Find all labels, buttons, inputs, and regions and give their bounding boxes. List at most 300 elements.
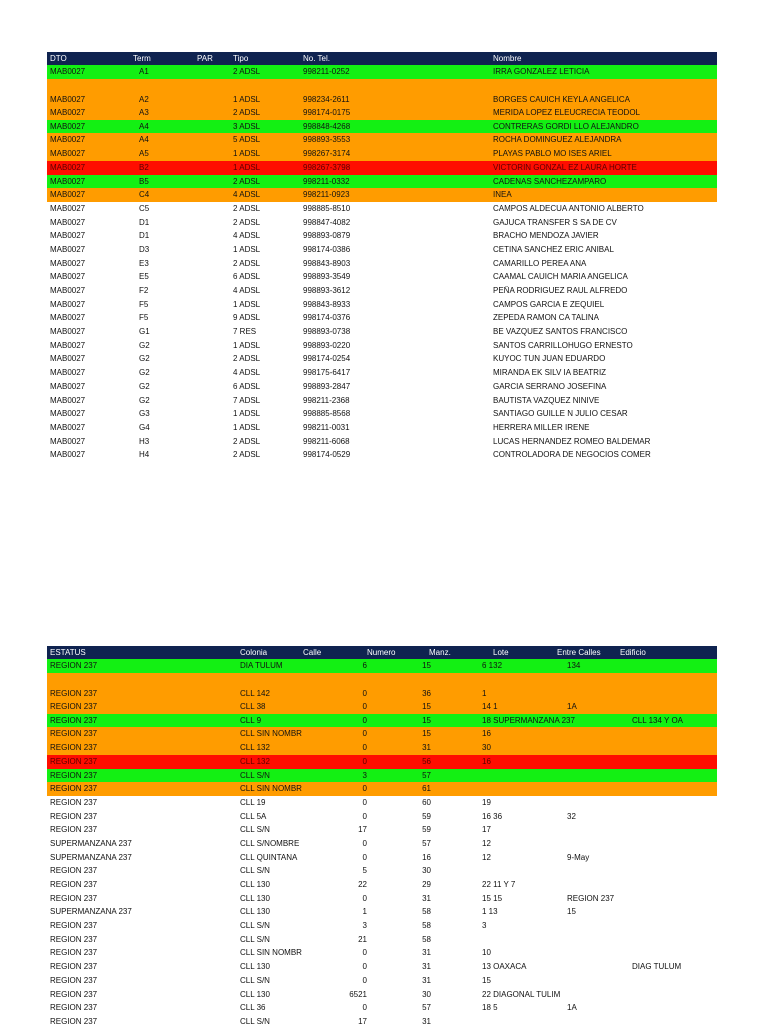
cell-manz: 31 — [422, 975, 431, 985]
cell-nombre: CONTROLADORA DE NEGOCIOS COMER — [493, 450, 651, 460]
cell-entre-calles: 15 — [567, 907, 576, 917]
cell-colonia: CLL S/N — [240, 866, 270, 876]
cell-term: A2 — [139, 95, 149, 105]
cell-manz: 60 — [422, 797, 431, 807]
cell-nombre: SANTIAGO GUILLE N JULIO CESAR — [493, 409, 628, 419]
cell-term: G2 — [139, 381, 150, 391]
table-row — [47, 325, 717, 339]
table-row — [47, 673, 717, 700]
subscriber-table — [47, 52, 717, 462]
cell-numero: 0 — [362, 715, 367, 725]
table-row — [47, 878, 717, 892]
table-row — [47, 188, 717, 202]
cell-manz: 30 — [422, 866, 431, 876]
cell-lote: 15 15 — [482, 893, 503, 903]
cell-term: F2 — [139, 286, 149, 296]
header-tipo: Tipo — [233, 54, 249, 63]
cell-colonia: CLL 130 — [240, 962, 270, 972]
header-tel: No. Tel. — [303, 54, 330, 63]
cell-term: A3 — [139, 108, 149, 118]
table-row — [47, 380, 717, 394]
table-row — [47, 1001, 717, 1015]
cell-term: A1 — [139, 67, 149, 76]
cell-nombre: CAAMAL CAUICH MARIA ANGELICA — [493, 272, 628, 282]
cell-lote: 13 OAXACA — [482, 962, 527, 972]
cell-nombre: BORGES CAUICH KEYLA ANGELICA — [493, 95, 630, 105]
cell-estatus: REGION 237 — [50, 756, 98, 766]
cell-tel: 998211-0031 — [303, 422, 350, 432]
table-row — [47, 851, 717, 865]
cell-estatus: REGION 237 — [50, 921, 98, 931]
cell-numero: 17 — [358, 1016, 367, 1026]
cell-dto: MAB0027 — [50, 108, 86, 118]
table-row — [47, 946, 717, 960]
cell-dto: MAB0027 — [50, 381, 86, 391]
header-estatus: ESTATUS — [50, 648, 86, 657]
cell-estatus: REGION 237 — [50, 948, 98, 958]
cell-nombre: CAMARILLO PEREA ANA — [493, 258, 587, 268]
address-table-header — [47, 646, 717, 659]
cell-nombre: BE VAZQUEZ SANTOS FRANCISCO — [493, 327, 628, 337]
cell-tipo: 2 ADSL — [233, 258, 261, 268]
cell-tipo: 2 ADSL — [233, 436, 261, 446]
cell-colonia: CLL SIN NOMBR — [240, 784, 302, 794]
cell-term: C5 — [139, 203, 150, 213]
table-row — [47, 700, 717, 714]
cell-estatus: SUPERMANZANA 237 — [50, 907, 132, 917]
cell-manz: 31 — [422, 948, 431, 958]
table-row — [47, 823, 717, 837]
cell-estatus: SUPERMANZANA 237 — [50, 838, 132, 848]
cell-dto: MAB0027 — [50, 258, 86, 268]
table-row — [47, 65, 717, 79]
header-manz: Manz. — [429, 648, 451, 657]
cell-manz: 31 — [422, 743, 431, 753]
cell-estatus: REGION 237 — [50, 702, 98, 712]
cell-nombre: CONTRERAS GORDI LLO ALEJANDRO — [493, 121, 639, 131]
cell-tipo: 3 ADSL — [233, 121, 261, 131]
cell-estatus: REGION 237 — [50, 893, 98, 903]
cell-manz: 59 — [422, 811, 431, 821]
cell-tipo: 1 ADSL — [233, 149, 261, 159]
cell-estatus: REGION 237 — [50, 880, 98, 890]
cell-colonia: CLL 38 — [240, 702, 266, 712]
table-row — [47, 133, 717, 147]
cell-numero: 17 — [358, 825, 367, 835]
cell-tel: 998267-3174 — [303, 149, 351, 159]
cell-numero: 0 — [362, 893, 367, 903]
header-entre-calles: Entre Calles — [557, 648, 601, 657]
cell-numero: 3 — [362, 770, 367, 780]
cell-tipo: 1 ADSL — [233, 340, 261, 350]
table-row — [47, 311, 717, 325]
cell-tel: 998211-0923 — [303, 190, 350, 200]
table-row — [47, 202, 717, 216]
cell-estatus: REGION 237 — [50, 811, 98, 821]
cell-tel: 998885-8568 — [303, 409, 351, 419]
cell-tipo: 7 ADSL — [233, 395, 261, 405]
cell-lote: 16 36 — [482, 811, 503, 821]
cell-term: G4 — [139, 422, 150, 432]
cell-manz: 58 — [422, 921, 431, 931]
cell-colonia: CLL S/N — [240, 770, 270, 780]
cell-colonia: CLL 130 — [240, 893, 270, 903]
cell-nombre: HERRERA MILLER IRENE — [493, 422, 590, 432]
cell-edificio: CLL 134 Y OA — [632, 715, 683, 725]
cell-colonia: CLL 9 — [240, 715, 262, 725]
cell-tipo: 2 ADSL — [233, 217, 261, 227]
cell-colonia: CLL S/N — [240, 975, 270, 985]
cell-colonia: CLL S/N — [240, 1016, 270, 1026]
cell-term: A4 — [139, 121, 149, 131]
cell-tipo: 9 ADSL — [233, 313, 261, 323]
cell-manz: 56 — [422, 756, 431, 766]
cell-dto: MAB0027 — [50, 368, 86, 378]
cell-term: B5 — [139, 176, 149, 186]
table-row — [47, 407, 717, 421]
cell-tipo: 7 RES — [233, 327, 257, 337]
cell-manz: 31 — [422, 962, 431, 972]
cell-tipo: 2 ADSL — [233, 450, 261, 460]
cell-tel: 998848-4268 — [303, 121, 351, 131]
table-row — [47, 106, 717, 120]
cell-term: G1 — [139, 327, 150, 337]
table-row — [47, 257, 717, 271]
cell-numero: 0 — [362, 962, 367, 972]
cell-tipo: 2 ADSL — [233, 176, 261, 186]
cell-numero: 1 — [362, 907, 367, 917]
table-row — [47, 837, 717, 851]
table-row — [47, 714, 717, 728]
cell-tel: 998211-2368 — [303, 395, 350, 405]
cell-term: B2 — [139, 162, 149, 172]
cell-tipo: 1 ADSL — [233, 244, 261, 254]
cell-estatus: REGION 237 — [50, 797, 98, 807]
table-row — [47, 216, 717, 230]
cell-dto: MAB0027 — [50, 313, 86, 323]
cell-nombre: MERIDA LOPEZ ELEUCRECIA TEODOL — [493, 108, 641, 118]
cell-numero: 0 — [362, 1003, 367, 1013]
cell-dto: MAB0027 — [50, 354, 86, 364]
cell-numero: 0 — [362, 838, 367, 848]
cell-nombre: BRACHO MENDOZA JAVIER — [493, 231, 599, 241]
cell-colonia: CLL 130 — [240, 880, 270, 890]
cell-manz: 31 — [422, 893, 431, 903]
cell-tel: 998174-0529 — [303, 450, 351, 460]
cell-tipo: 2 ADSL — [233, 203, 261, 213]
cell-nombre: ROCHA DOMINGUEZ ALEJANDRA — [493, 135, 622, 145]
cell-entre-calles: REGION 237 — [567, 893, 615, 903]
cell-colonia: CLL 36 — [240, 1003, 266, 1013]
table-row — [47, 755, 717, 769]
table-row — [47, 933, 717, 947]
cell-colonia: CLL S/N — [240, 934, 270, 944]
cell-estatus: REGION 237 — [50, 866, 98, 876]
cell-manz: 30 — [422, 989, 431, 999]
cell-tipo: 1 ADSL — [233, 299, 261, 309]
cell-term: G2 — [139, 368, 150, 378]
cell-dto: MAB0027 — [50, 67, 86, 76]
cell-tel: 998893-0738 — [303, 327, 351, 337]
cell-numero: 0 — [362, 948, 367, 958]
cell-term: G2 — [139, 395, 150, 405]
cell-manz: 15 — [422, 661, 431, 670]
table-row — [47, 229, 717, 243]
cell-nombre: MIRANDA EK SILV IA BEATRIZ — [493, 368, 607, 378]
cell-lote: 17 — [482, 825, 491, 835]
cell-lote: 16 — [482, 729, 491, 739]
cell-entre-calles: 9-May — [567, 852, 590, 862]
cell-nombre: PEÑA RODRIGUEZ RAUL ALFREDO — [493, 286, 628, 296]
cell-numero: 3 — [362, 921, 367, 931]
cell-tel: 998843-8933 — [303, 299, 351, 309]
cell-dto: MAB0027 — [50, 286, 86, 296]
table-row — [47, 919, 717, 933]
cell-tel: 998893-3549 — [303, 272, 351, 282]
table-row — [47, 394, 717, 408]
cell-estatus: REGION 237 — [50, 934, 98, 944]
cell-tipo: 6 ADSL — [233, 381, 261, 391]
table-row — [47, 974, 717, 988]
cell-tel: 998843-8903 — [303, 258, 351, 268]
table-row — [47, 864, 717, 878]
header-dto: DTO — [50, 54, 67, 63]
cell-tel: 998211-6068 — [303, 436, 350, 446]
cell-tel: 998893-3553 — [303, 135, 351, 145]
cell-tel: 998885-8510 — [303, 203, 351, 213]
cell-numero: 0 — [362, 743, 367, 753]
cell-tel: 998267-3798 — [303, 162, 351, 172]
cell-manz: 36 — [422, 689, 431, 699]
cell-tipo: 6 ADSL — [233, 272, 261, 282]
cell-tipo: 4 ADSL — [233, 231, 261, 241]
table-row — [47, 243, 717, 257]
cell-nombre: VICTORIN GONZAL EZ LAURA HORTE — [493, 162, 637, 172]
cell-manz: 15 — [422, 729, 431, 739]
cell-dto: MAB0027 — [50, 436, 86, 446]
table-row — [47, 270, 717, 284]
table-row — [47, 659, 717, 673]
table-row — [47, 782, 717, 796]
cell-colonia: CLL 132 — [240, 756, 270, 766]
header-nombre: Nombre — [493, 54, 522, 63]
cell-lote: 22 11 Y 7 — [482, 880, 516, 890]
cell-entre-calles: 1A — [567, 1003, 577, 1013]
cell-manz: 16 — [422, 852, 431, 862]
table-row — [47, 284, 717, 298]
cell-lote: 3 — [482, 921, 487, 931]
table-row — [47, 147, 717, 161]
cell-manz: 29 — [422, 880, 431, 890]
cell-tel: 998175-6417 — [303, 368, 351, 378]
cell-tipo: 2 ADSL — [233, 67, 261, 76]
cell-estatus: REGION 237 — [50, 1003, 98, 1013]
table-row — [47, 769, 717, 783]
cell-term: A4 — [139, 135, 149, 145]
table-row — [47, 727, 717, 741]
cell-lote: 18 SUPERMANZANA 237 — [482, 715, 575, 725]
cell-tel: 998211-0332 — [303, 176, 350, 186]
cell-colonia: CLL S/N — [240, 825, 270, 835]
cell-lote: 1 13 — [482, 907, 498, 917]
cell-colonia: CLL 130 — [240, 907, 270, 917]
cell-colonia: CLL 5A — [240, 811, 267, 821]
cell-numero: 22 — [358, 880, 367, 890]
cell-term: E3 — [139, 258, 149, 268]
cell-tipo: 1 ADSL — [233, 95, 261, 105]
cell-numero: 0 — [362, 756, 367, 766]
cell-dto: MAB0027 — [50, 450, 86, 460]
cell-tel: 998893-0220 — [303, 340, 351, 350]
cell-estatus: REGION 237 — [50, 825, 98, 835]
cell-estatus: REGION 237 — [50, 989, 98, 999]
cell-colonia: CLL S/N — [240, 921, 270, 931]
cell-nombre: CADENAS SANCHEZAMPARO — [493, 176, 607, 186]
cell-estatus: REGION 237 — [50, 1016, 98, 1026]
cell-lote: 30 — [482, 743, 491, 753]
cell-manz: 15 — [422, 702, 431, 712]
cell-colonia: CLL SIN NOMBR — [240, 729, 302, 739]
cell-numero: 6 — [362, 661, 367, 670]
header-numero: Numero — [367, 648, 396, 657]
cell-colonia: CLL 130 — [240, 989, 270, 999]
table-row — [47, 905, 717, 919]
cell-term: D3 — [139, 244, 150, 254]
cell-tel: 998893-3612 — [303, 286, 351, 296]
cell-manz: 31 — [422, 1016, 431, 1026]
cell-lote: 18 5 — [482, 1003, 498, 1013]
cell-colonia: CLL QUINTANA — [240, 852, 298, 862]
cell-term: H3 — [139, 436, 150, 446]
cell-term: G2 — [139, 340, 150, 350]
cell-tel: 998847-4082 — [303, 217, 351, 227]
cell-tipo: 2 ADSL — [233, 108, 261, 118]
cell-lote: 22 DIAGONAL TULIM — [482, 989, 561, 999]
cell-tipo: 2 ADSL — [233, 354, 261, 364]
cell-estatus: REGION 237 — [50, 975, 98, 985]
cell-dto: MAB0027 — [50, 327, 86, 337]
cell-dto: MAB0027 — [50, 162, 86, 172]
cell-tipo: 1 ADSL — [233, 409, 261, 419]
cell-dto: MAB0027 — [50, 244, 86, 254]
cell-numero: 0 — [362, 729, 367, 739]
cell-lote: 1 — [482, 689, 487, 699]
cell-colonia: CLL 19 — [240, 797, 266, 807]
cell-nombre: GAJUCA TRANSFER S SA DE CV — [493, 217, 617, 227]
table-row — [47, 352, 717, 366]
cell-estatus: SUPERMANZANA 237 — [50, 852, 132, 862]
cell-numero: 0 — [362, 702, 367, 712]
table-row — [47, 448, 717, 462]
cell-colonia: CLL 142 — [240, 689, 270, 699]
cell-estatus: REGION 237 — [50, 729, 98, 739]
table-row — [47, 892, 717, 906]
cell-tel: 998893-0879 — [303, 231, 351, 241]
cell-manz: 58 — [422, 934, 431, 944]
cell-nombre: LUCAS HERNANDEZ ROMEO BALDEMAR — [493, 436, 651, 446]
cell-edificio: DIAG TULUM — [632, 962, 682, 972]
cell-lote: 12 — [482, 852, 491, 862]
cell-colonia: CLL S/NOMBRE — [240, 838, 300, 848]
cell-estatus: REGION 237 — [50, 784, 98, 794]
cell-tipo: 4 ADSL — [233, 286, 261, 296]
cell-dto: MAB0027 — [50, 190, 86, 200]
cell-tel: 998174-0254 — [303, 354, 351, 364]
cell-manz: 57 — [422, 770, 431, 780]
cell-entre-calles: 32 — [567, 811, 576, 821]
cell-dto: MAB0027 — [50, 272, 86, 282]
cell-colonia: CLL SIN NOMBR — [240, 948, 302, 958]
table-row — [47, 175, 717, 189]
cell-nombre: PLAYAS PABLO MO ISES ARIEL — [493, 149, 612, 159]
address-table — [47, 646, 717, 1029]
cell-numero: 0 — [362, 852, 367, 862]
cell-numero: 0 — [362, 689, 367, 699]
cell-numero: 5 — [362, 866, 367, 876]
cell-numero: 6521 — [349, 989, 367, 999]
cell-manz: 58 — [422, 907, 431, 917]
cell-dto: MAB0027 — [50, 299, 86, 309]
table-row — [47, 1015, 717, 1029]
cell-colonia: DIA TULUM — [240, 661, 283, 670]
cell-estatus: REGION 237 — [50, 770, 98, 780]
table-row — [47, 810, 717, 824]
cell-entre-calles: 1A — [567, 702, 577, 712]
cell-term: G3 — [139, 409, 150, 419]
cell-estatus: REGION 237 — [50, 743, 98, 753]
cell-numero: 21 — [358, 934, 367, 944]
header-calle: Calle — [303, 648, 322, 657]
cell-dto: MAB0027 — [50, 409, 86, 419]
cell-tel: 998211-0252 — [303, 67, 350, 76]
cell-lote: 6 132 — [482, 661, 503, 670]
cell-estatus: REGION 237 — [50, 962, 98, 972]
cell-manz: 57 — [422, 1003, 431, 1013]
cell-term: D1 — [139, 231, 150, 241]
cell-term: D1 — [139, 217, 150, 227]
cell-nombre: GARCIA SERRANO JOSEFINA — [493, 381, 607, 391]
cell-nombre: ZEPEDA RAMON CA TALINA — [493, 313, 599, 323]
table-row — [47, 960, 717, 974]
cell-lote: 14 1 — [482, 702, 498, 712]
cell-tel: 998174-0175 — [303, 108, 351, 118]
cell-term: C4 — [139, 190, 150, 200]
table-row — [47, 435, 717, 449]
table-row — [47, 741, 717, 755]
cell-lote: 15 — [482, 975, 491, 985]
cell-term: H4 — [139, 450, 150, 460]
cell-tel: 998174-0386 — [303, 244, 351, 254]
table-row — [47, 79, 717, 106]
cell-tipo: 5 ADSL — [233, 135, 261, 145]
cell-term: E5 — [139, 272, 149, 282]
table-row — [47, 421, 717, 435]
cell-nombre: INEA — [493, 190, 512, 200]
cell-tipo: 1 ADSL — [233, 422, 261, 432]
cell-entre-calles: 134 — [567, 661, 581, 670]
cell-nombre: KUYOC TUN JUAN EDUARDO — [493, 354, 606, 364]
cell-tipo: 4 ADSL — [233, 190, 261, 200]
header-term: Term — [133, 54, 151, 63]
header-lote: Lote — [493, 648, 509, 657]
cell-tel: 998893-2847 — [303, 381, 351, 391]
header-colonia: Colonia — [240, 648, 268, 657]
cell-numero: 0 — [362, 811, 367, 821]
table-row — [47, 339, 717, 353]
cell-dto: MAB0027 — [50, 149, 86, 159]
table-row — [47, 366, 717, 380]
cell-tipo: 1 ADSL — [233, 162, 261, 172]
